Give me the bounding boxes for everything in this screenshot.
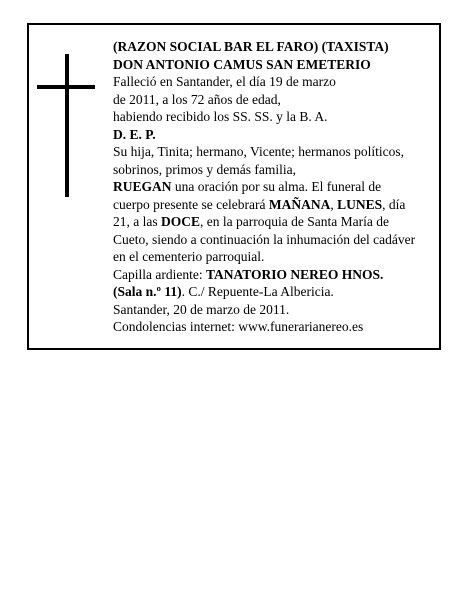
condolences-line: Condolencias internet: www.funerarianereo.es [113, 319, 364, 334]
prayer-text: una oración por su alma. El funeral de [171, 179, 382, 194]
name-line [113, 56, 443, 74]
obituary-text [113, 38, 443, 336]
death-line-3: habiendo recibido los SS. SS. y la B. A. [113, 109, 328, 124]
time-pre-text: 21, a las [113, 214, 161, 229]
funeral-line [113, 196, 443, 214]
time-line [113, 213, 443, 231]
sala-number: (Sala n.º 11) [113, 284, 182, 299]
dep-abbreviation: D. E. P. [113, 126, 156, 142]
business-header: (RAZON SOCIAL BAR EL FARO) (TAXISTA) [113, 39, 389, 54]
cross-horizontal-bar [37, 85, 95, 89]
lunes-word: LUNES [337, 196, 383, 212]
time-post-text: , en la parroquia de Santa María de [200, 214, 389, 229]
cross-vertical-bar [65, 54, 69, 197]
family-line-1: Su hija, Tinita; hermano, Vicente; hermanos políticos, [113, 144, 405, 159]
doce-word: DOCE [161, 214, 201, 229]
funeral-text: cuerpo presente se celebrará [113, 196, 269, 212]
address-text: . C./ Repuente-La Albericia. [181, 284, 334, 299]
deceased-name: DON ANTONIO CAMUS SAN EMETERIO [113, 56, 371, 72]
header-line [113, 38, 443, 56]
chapel-line [113, 266, 443, 284]
burial-line-1: Cueto, siendo a continuación la inhumación del cadáver [113, 231, 416, 247]
manana-word: MAÑANA [268, 196, 331, 212]
cross-icon [37, 54, 95, 197]
tanatorio-name: TANATORIO NEREO HNOS. [205, 266, 384, 282]
burial-line-2: en el cementerio parroquial. [113, 249, 265, 264]
death-line-1: Falleció en Santander, el día 19 de marzo [113, 74, 336, 89]
dia-text: , día [382, 196, 406, 212]
prayer-line [113, 178, 443, 196]
family-line-2: sobrinos, primos y demás familia, [113, 161, 296, 177]
date-line: Santander, 20 de marzo de 2011. [113, 301, 290, 317]
comma-text: , [330, 196, 338, 212]
address-line [113, 283, 443, 301]
chapel-label: Capilla ardiente: [113, 266, 206, 282]
ruegan-word: RUEGAN [113, 179, 172, 194]
death-line-2: de 2011, a los 72 años de edad, [113, 91, 281, 107]
dep-line [113, 126, 443, 144]
